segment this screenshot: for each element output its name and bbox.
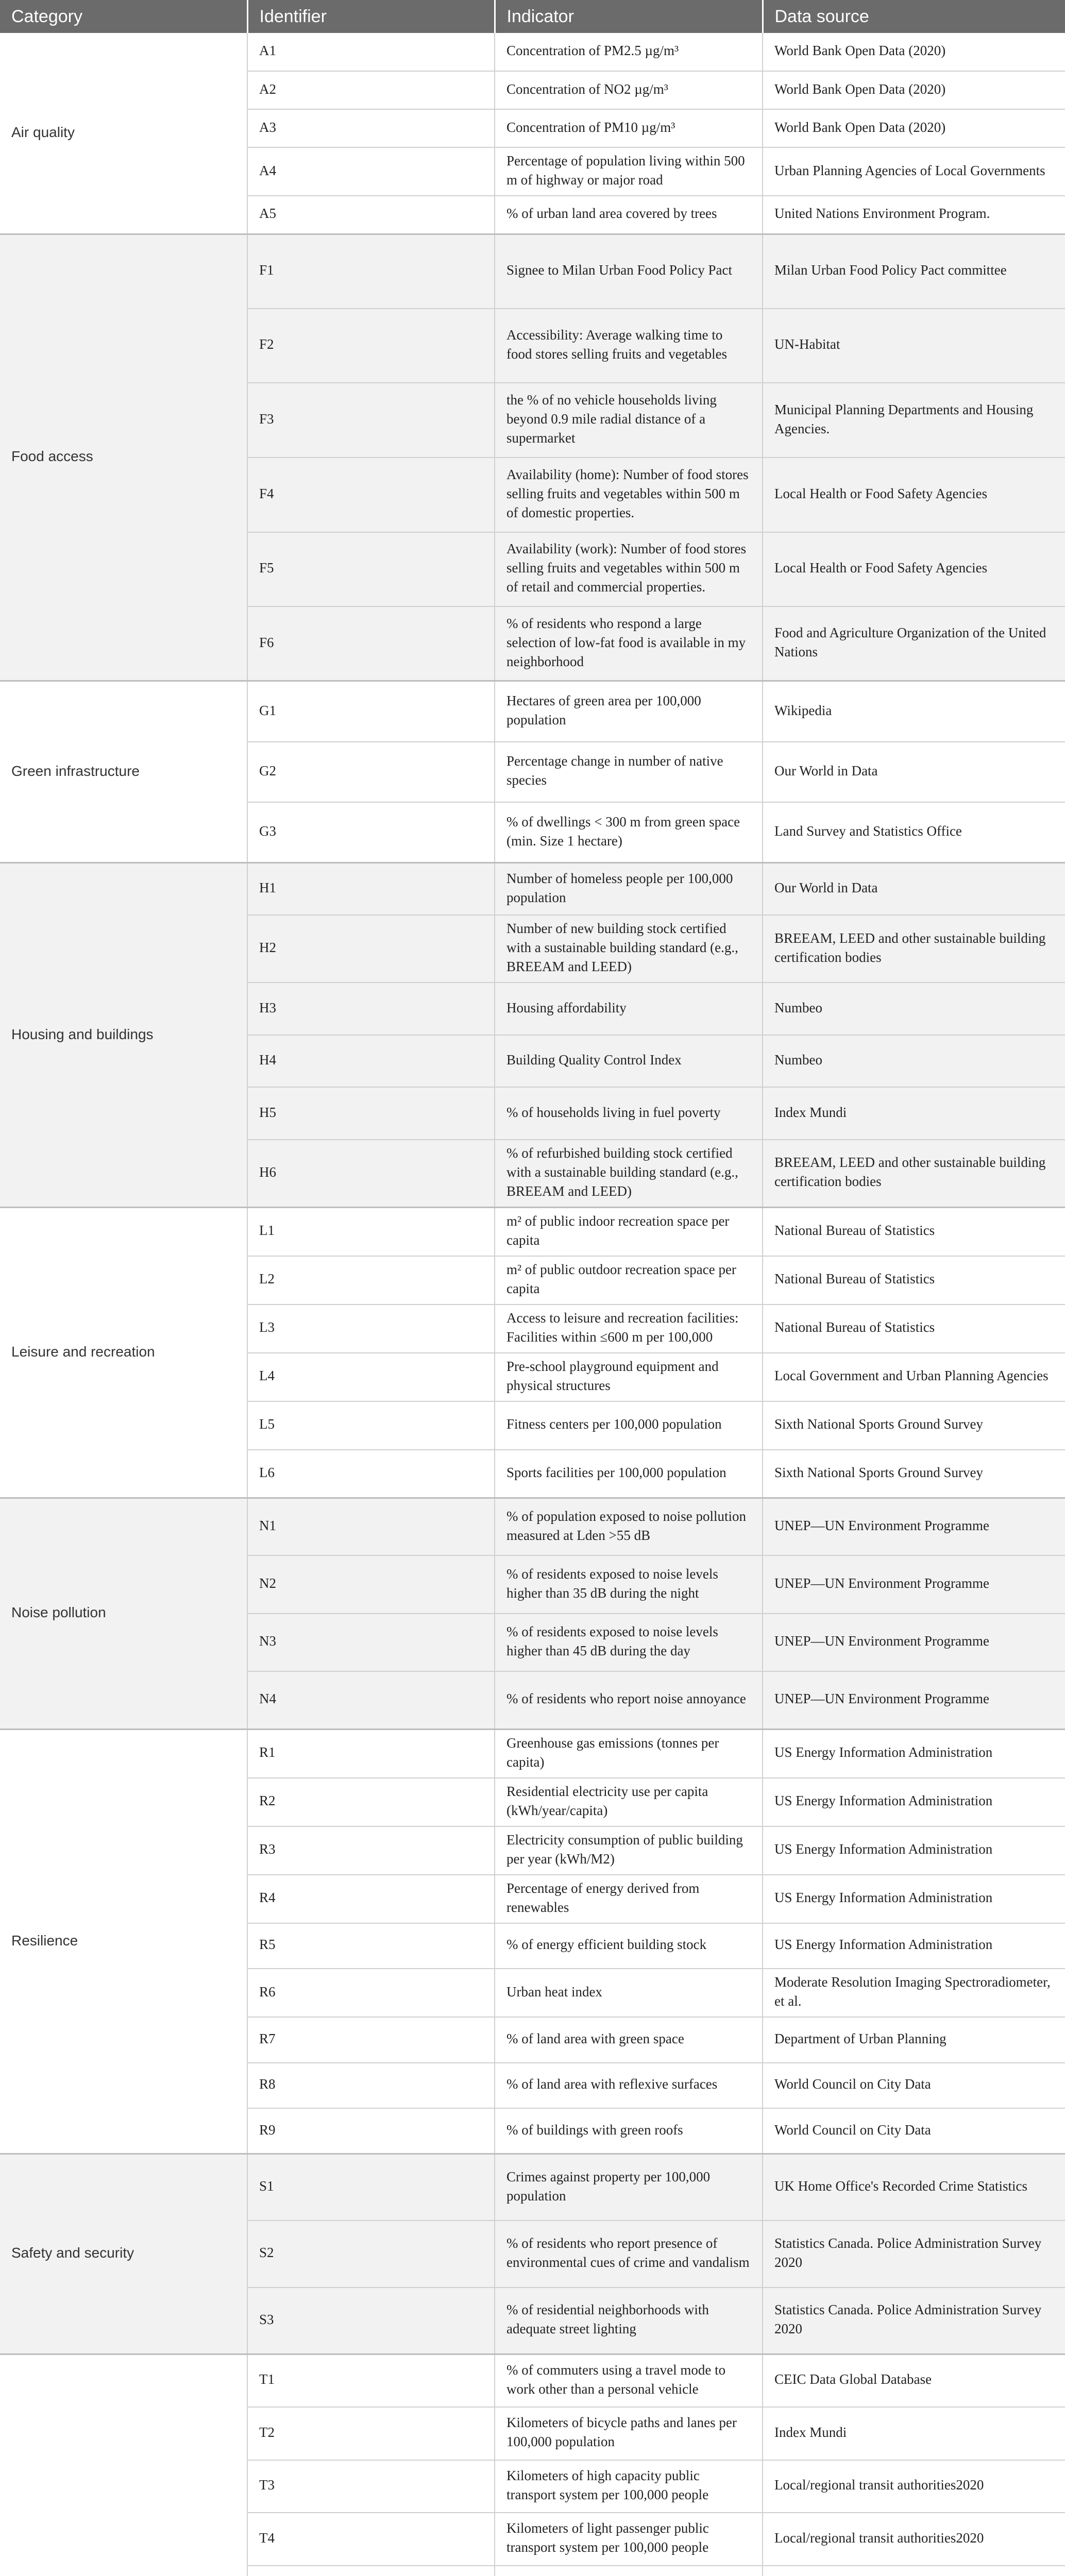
indicator-cell: % of residents exposed to noise levels higher than 45 dB during the day (495, 1614, 763, 1671)
identifier-cell: L1 (247, 1207, 495, 1256)
data-source-cell: BREEAM, LEED and other sustainable building certification bodies (763, 1140, 1065, 1208)
data-source-cell: UN-Habitat (763, 309, 1065, 383)
indicator-cell: % of land area with green space (495, 2017, 763, 2062)
data-source-cell: Local Health or Food Safety Agencies (763, 457, 1065, 532)
data-source-cell: US Energy Information Administration (763, 1923, 1065, 1969)
data-source-cell: Milan Urban Food Policy Pact committee (763, 234, 1065, 309)
identifier-cell: F5 (247, 532, 495, 607)
indicator-cell: Urban heat index (495, 1969, 763, 2017)
indicator-cell: Availability (home): Number of food stores selling fruits and vegetables within 500 m of domestic properties. (495, 457, 763, 532)
table-body (0, 33, 1065, 2576)
data-source-cell: Sixth National Sports Ground Survey (763, 1401, 1065, 1450)
indicator-cell: % of refurbished building stock certified with a sustainable building standard (e.g., BREEAM and LEED) (495, 1140, 763, 1208)
data-source-cell: Index Mundi (763, 1087, 1065, 1140)
indicator-cell: m² of public outdoor recreation space per capita (495, 1256, 763, 1304)
indicator-cell: the % of no vehicle households living beyond 0.9 mile radial distance of a supermarket (495, 383, 763, 457)
indicator-cell: Concentration of PM10 µg/m³ (495, 109, 763, 147)
indicator-cell: Percentage of energy derived from renewables (495, 1875, 763, 1923)
data-source-cell: Statistics Canada. Police Administration Survey 2020 (763, 2287, 1065, 2354)
data-source-cell: Numbeo (763, 1035, 1065, 1088)
identifier-cell: L4 (247, 1353, 495, 1401)
identifier-cell: N4 (247, 1671, 495, 1729)
table-row (0, 1498, 1065, 1555)
identifier-cell: S1 (247, 2154, 495, 2221)
identifier-cell: R6 (247, 1969, 495, 2017)
identifier-cell: N3 (247, 1614, 495, 1671)
category-cell: Resilience (0, 1729, 247, 2154)
identifier-cell: A4 (247, 147, 495, 196)
category-cell: Safety and security (0, 2154, 247, 2354)
data-source-cell: Statistics Canada. Police Administration Survey 2020 (763, 2221, 1065, 2287)
data-source-cell: Local/regional transit authorities2020 (763, 2460, 1065, 2513)
identifier-cell: R8 (247, 2063, 495, 2108)
identifier-cell: L6 (247, 1450, 495, 1498)
indicator-cell: % of urban land area covered by trees (495, 196, 763, 234)
data-source-cell: Local Government and Urban Planning Agencies (763, 1353, 1065, 1401)
table-row (0, 234, 1065, 309)
indicator-cell: Signee to Milan Urban Food Policy Pact (495, 234, 763, 309)
data-source-cell: National Bureau of Statistics (763, 1256, 1065, 1304)
indicator-cell: % of buildings with green roofs (495, 2108, 763, 2154)
data-source-cell: Index Mundi (763, 2407, 1065, 2460)
data-source-cell: Wikipedia (763, 681, 1065, 742)
indicator-cell: Crimes against property per 100,000 population (495, 2154, 763, 2221)
data-source-cell: UNEP—UN Environment Programme (763, 1671, 1065, 1729)
data-source-cell: National Bureau of Statistics (763, 1304, 1065, 1353)
identifier-cell: R1 (247, 1729, 495, 1778)
table-row (0, 2154, 1065, 2221)
data-source-cell: World Council on City Data (763, 2108, 1065, 2154)
identifier-cell: H6 (247, 1140, 495, 1208)
data-source-cell: UK Home Office's Recorded Crime Statistics (763, 2154, 1065, 2221)
identifier-cell: R3 (247, 1826, 495, 1875)
indicator-cell: % of commuters using a travel mode to work other than a personal vehicle (495, 2354, 763, 2407)
identifier-cell: F1 (247, 234, 495, 309)
data-source-cell: UNEP—UN Environment Programme (763, 1555, 1065, 1613)
data-source-cell: Local/regional transit authorities2020 (763, 2513, 1065, 2566)
table-row (0, 1207, 1065, 1256)
data-source-cell: Numbeo (763, 982, 1065, 1035)
category-cell: Noise pollution (0, 1498, 247, 1729)
indicator-cell: % of population exposed to noise pollution measured at Lden >55 dB (495, 1498, 763, 1555)
indicator-cell: Concentration of PM2.5 µg/m³ (495, 33, 763, 71)
identifier-cell: F4 (247, 457, 495, 532)
identifier-cell: R9 (247, 2108, 495, 2154)
data-source-cell: Municipal Planning Departments and Housing Agencies. (763, 383, 1065, 457)
table-row (0, 681, 1065, 742)
data-source-cell: Our World in Data (763, 742, 1065, 803)
indicator-cell: Number of new building stock certified with a sustainable building standard (e.g., BREEAM and LEED) (495, 915, 763, 982)
identifier-cell: L2 (247, 1256, 495, 1304)
category-cell: Air quality (0, 33, 247, 234)
table-header (0, 0, 1065, 33)
indicator-cell: Housing affordability (495, 982, 763, 1035)
data-source-cell (763, 2566, 1065, 2576)
table-row (0, 33, 1065, 71)
indicator-cell: Fitness centers per 100,000 population (495, 1401, 763, 1450)
data-source-cell: UNEP—UN Environment Programme (763, 1498, 1065, 1555)
data-source-cell: US Energy Information Administration (763, 1875, 1065, 1923)
header-indicator: Indicator (495, 0, 763, 33)
identifier-cell: L3 (247, 1304, 495, 1353)
identifier-cell: H1 (247, 863, 495, 916)
data-source-cell: Our World in Data (763, 863, 1065, 916)
indicator-cell: % of residents who report noise annoyance (495, 1671, 763, 1729)
indicator-cell: Kilometers of bicycle paths and lanes per 100,000 population (495, 2407, 763, 2460)
identifier-cell: R7 (247, 2017, 495, 2062)
indicator-cell: % of land area with reflexive surfaces (495, 2063, 763, 2108)
header-data-source: Data source (763, 0, 1065, 33)
header-category: Category (0, 0, 247, 33)
indicator-cell: Kilometers of light passenger public transport system per 100,000 people (495, 2513, 763, 2566)
identifier-cell: T1 (247, 2354, 495, 2407)
data-source-cell: Moderate Resolution Imaging Spectroradiometer, et al. (763, 1969, 1065, 2017)
indicator-cell: m² of public indoor recreation space per capita (495, 1207, 763, 1256)
indicator-cell: % of energy efficient building stock (495, 1923, 763, 1969)
identifier-cell: G2 (247, 742, 495, 803)
data-source-cell: United Nations Environment Program. (763, 196, 1065, 234)
indicator-cell: Accessibility: Average walking time to food stores selling fruits and vegetables (495, 309, 763, 383)
data-source-cell: World Bank Open Data (2020) (763, 33, 1065, 71)
indicator-cell: Electricity consumption of public building per year (kWh/M2) (495, 1826, 763, 1875)
identifier-cell: F3 (247, 383, 495, 457)
indicator-cell: Greenhouse gas emissions (tonnes per capita) (495, 1729, 763, 1778)
table-row (0, 2354, 1065, 2407)
identifier-cell: A5 (247, 196, 495, 234)
identifier-cell: T3 (247, 2460, 495, 2513)
identifier-cell: H5 (247, 1087, 495, 1140)
identifier-cell: N1 (247, 1498, 495, 1555)
indicator-cell: Access to leisure and recreation facilities: Facilities within ≤600 m per 100,000 (495, 1304, 763, 1353)
identifier-cell: R5 (247, 1923, 495, 1969)
data-source-cell: Department of Urban Planning (763, 2017, 1065, 2062)
identifier-cell: T4 (247, 2513, 495, 2566)
data-source-cell: US Energy Information Administration (763, 1778, 1065, 1826)
data-source-cell: World Bank Open Data (2020) (763, 109, 1065, 147)
data-source-cell: Food and Agriculture Organization of the United Nations (763, 606, 1065, 681)
category-cell: Food access (0, 234, 247, 681)
identifier-cell (247, 2566, 495, 2576)
identifier-cell: R2 (247, 1778, 495, 1826)
indicator-cell: Residential electricity use per capita (kWh/year/capita) (495, 1778, 763, 1826)
indicator-cell: % of residents who report presence of environmental cues of crime and vandalism (495, 2221, 763, 2287)
indicator-cell: Concentration of NO2 µg/m³ (495, 71, 763, 109)
identifier-cell: H2 (247, 915, 495, 982)
data-source-cell: US Energy Information Administration (763, 1826, 1065, 1875)
data-source-cell: CEIC Data Global Database (763, 2354, 1065, 2407)
identifier-cell: G3 (247, 802, 495, 863)
indicator-cell: Availability (work): Number of food stores selling fruits and vegetables within 500 m of retail and commercial properties. (495, 532, 763, 607)
indicator-cell: % of residential neighborhoods with adequate street lighting (495, 2287, 763, 2354)
category-cell: Green infrastructure (0, 681, 247, 863)
identifier-cell: H3 (247, 982, 495, 1035)
indicator-cell: Pre-school playground equipment and physical structures (495, 1353, 763, 1401)
identifier-cell: R4 (247, 1875, 495, 1923)
data-source-cell: Urban Planning Agencies of Local Governments (763, 147, 1065, 196)
identifier-cell: F2 (247, 309, 495, 383)
data-source-cell: Local Health or Food Safety Agencies (763, 532, 1065, 607)
indicator-cell (495, 2566, 763, 2576)
indicator-cell: Number of homeless people per 100,000 population (495, 863, 763, 916)
data-source-cell: World Council on City Data (763, 2063, 1065, 2108)
indicator-cell: Percentage of population living within 500 m of highway or major road (495, 147, 763, 196)
indicator-cell: % of households living in fuel poverty (495, 1087, 763, 1140)
category-cell: Leisure and recreation (0, 1207, 247, 1498)
data-source-cell: US Energy Information Administration (763, 1729, 1065, 1778)
identifier-cell: S2 (247, 2221, 495, 2287)
indicator-cell: % of residents who respond a large selection of low-fat food is available in my neighborhood (495, 606, 763, 681)
data-source-cell: National Bureau of Statistics (763, 1207, 1065, 1256)
header-identifier: Identifier (247, 0, 495, 33)
indicator-cell: % of residents exposed to noise levels higher than 35 dB during the night (495, 1555, 763, 1613)
identifier-cell: L5 (247, 1401, 495, 1450)
indicator-cell: Kilometers of high capacity public transport system per 100,000 people (495, 2460, 763, 2513)
identifier-cell: A3 (247, 109, 495, 147)
table-row (0, 863, 1065, 916)
indicator-cell: Hectares of green area per 100,000 population (495, 681, 763, 742)
table-row (0, 1729, 1065, 1778)
indicator-cell: Building Quality Control Index (495, 1035, 763, 1088)
identifier-cell: F6 (247, 606, 495, 681)
data-source-cell: Land Survey and Statistics Office (763, 802, 1065, 863)
identifier-cell: T2 (247, 2407, 495, 2460)
identifier-cell: H4 (247, 1035, 495, 1088)
indicator-cell: Sports facilities per 100,000 population (495, 1450, 763, 1498)
header-row (0, 0, 1065, 33)
data-source-cell: World Bank Open Data (2020) (763, 71, 1065, 109)
identifier-cell: N2 (247, 1555, 495, 1613)
category-cell: Housing and buildings (0, 863, 247, 1208)
indicator-cell: Percentage change in number of native species (495, 742, 763, 803)
identifier-cell: A1 (247, 33, 495, 71)
identifier-cell: A2 (247, 71, 495, 109)
indicator-cell: % of dwellings < 300 m from green space (min. Size 1 hectare) (495, 802, 763, 863)
category-cell (0, 2354, 247, 2576)
identifier-cell: G1 (247, 681, 495, 742)
data-source-cell: UNEP—UN Environment Programme (763, 1614, 1065, 1671)
data-source-cell: Sixth National Sports Ground Survey (763, 1450, 1065, 1498)
identifier-cell: S3 (247, 2287, 495, 2354)
data-source-cell: BREEAM, LEED and other sustainable building certification bodies (763, 915, 1065, 982)
